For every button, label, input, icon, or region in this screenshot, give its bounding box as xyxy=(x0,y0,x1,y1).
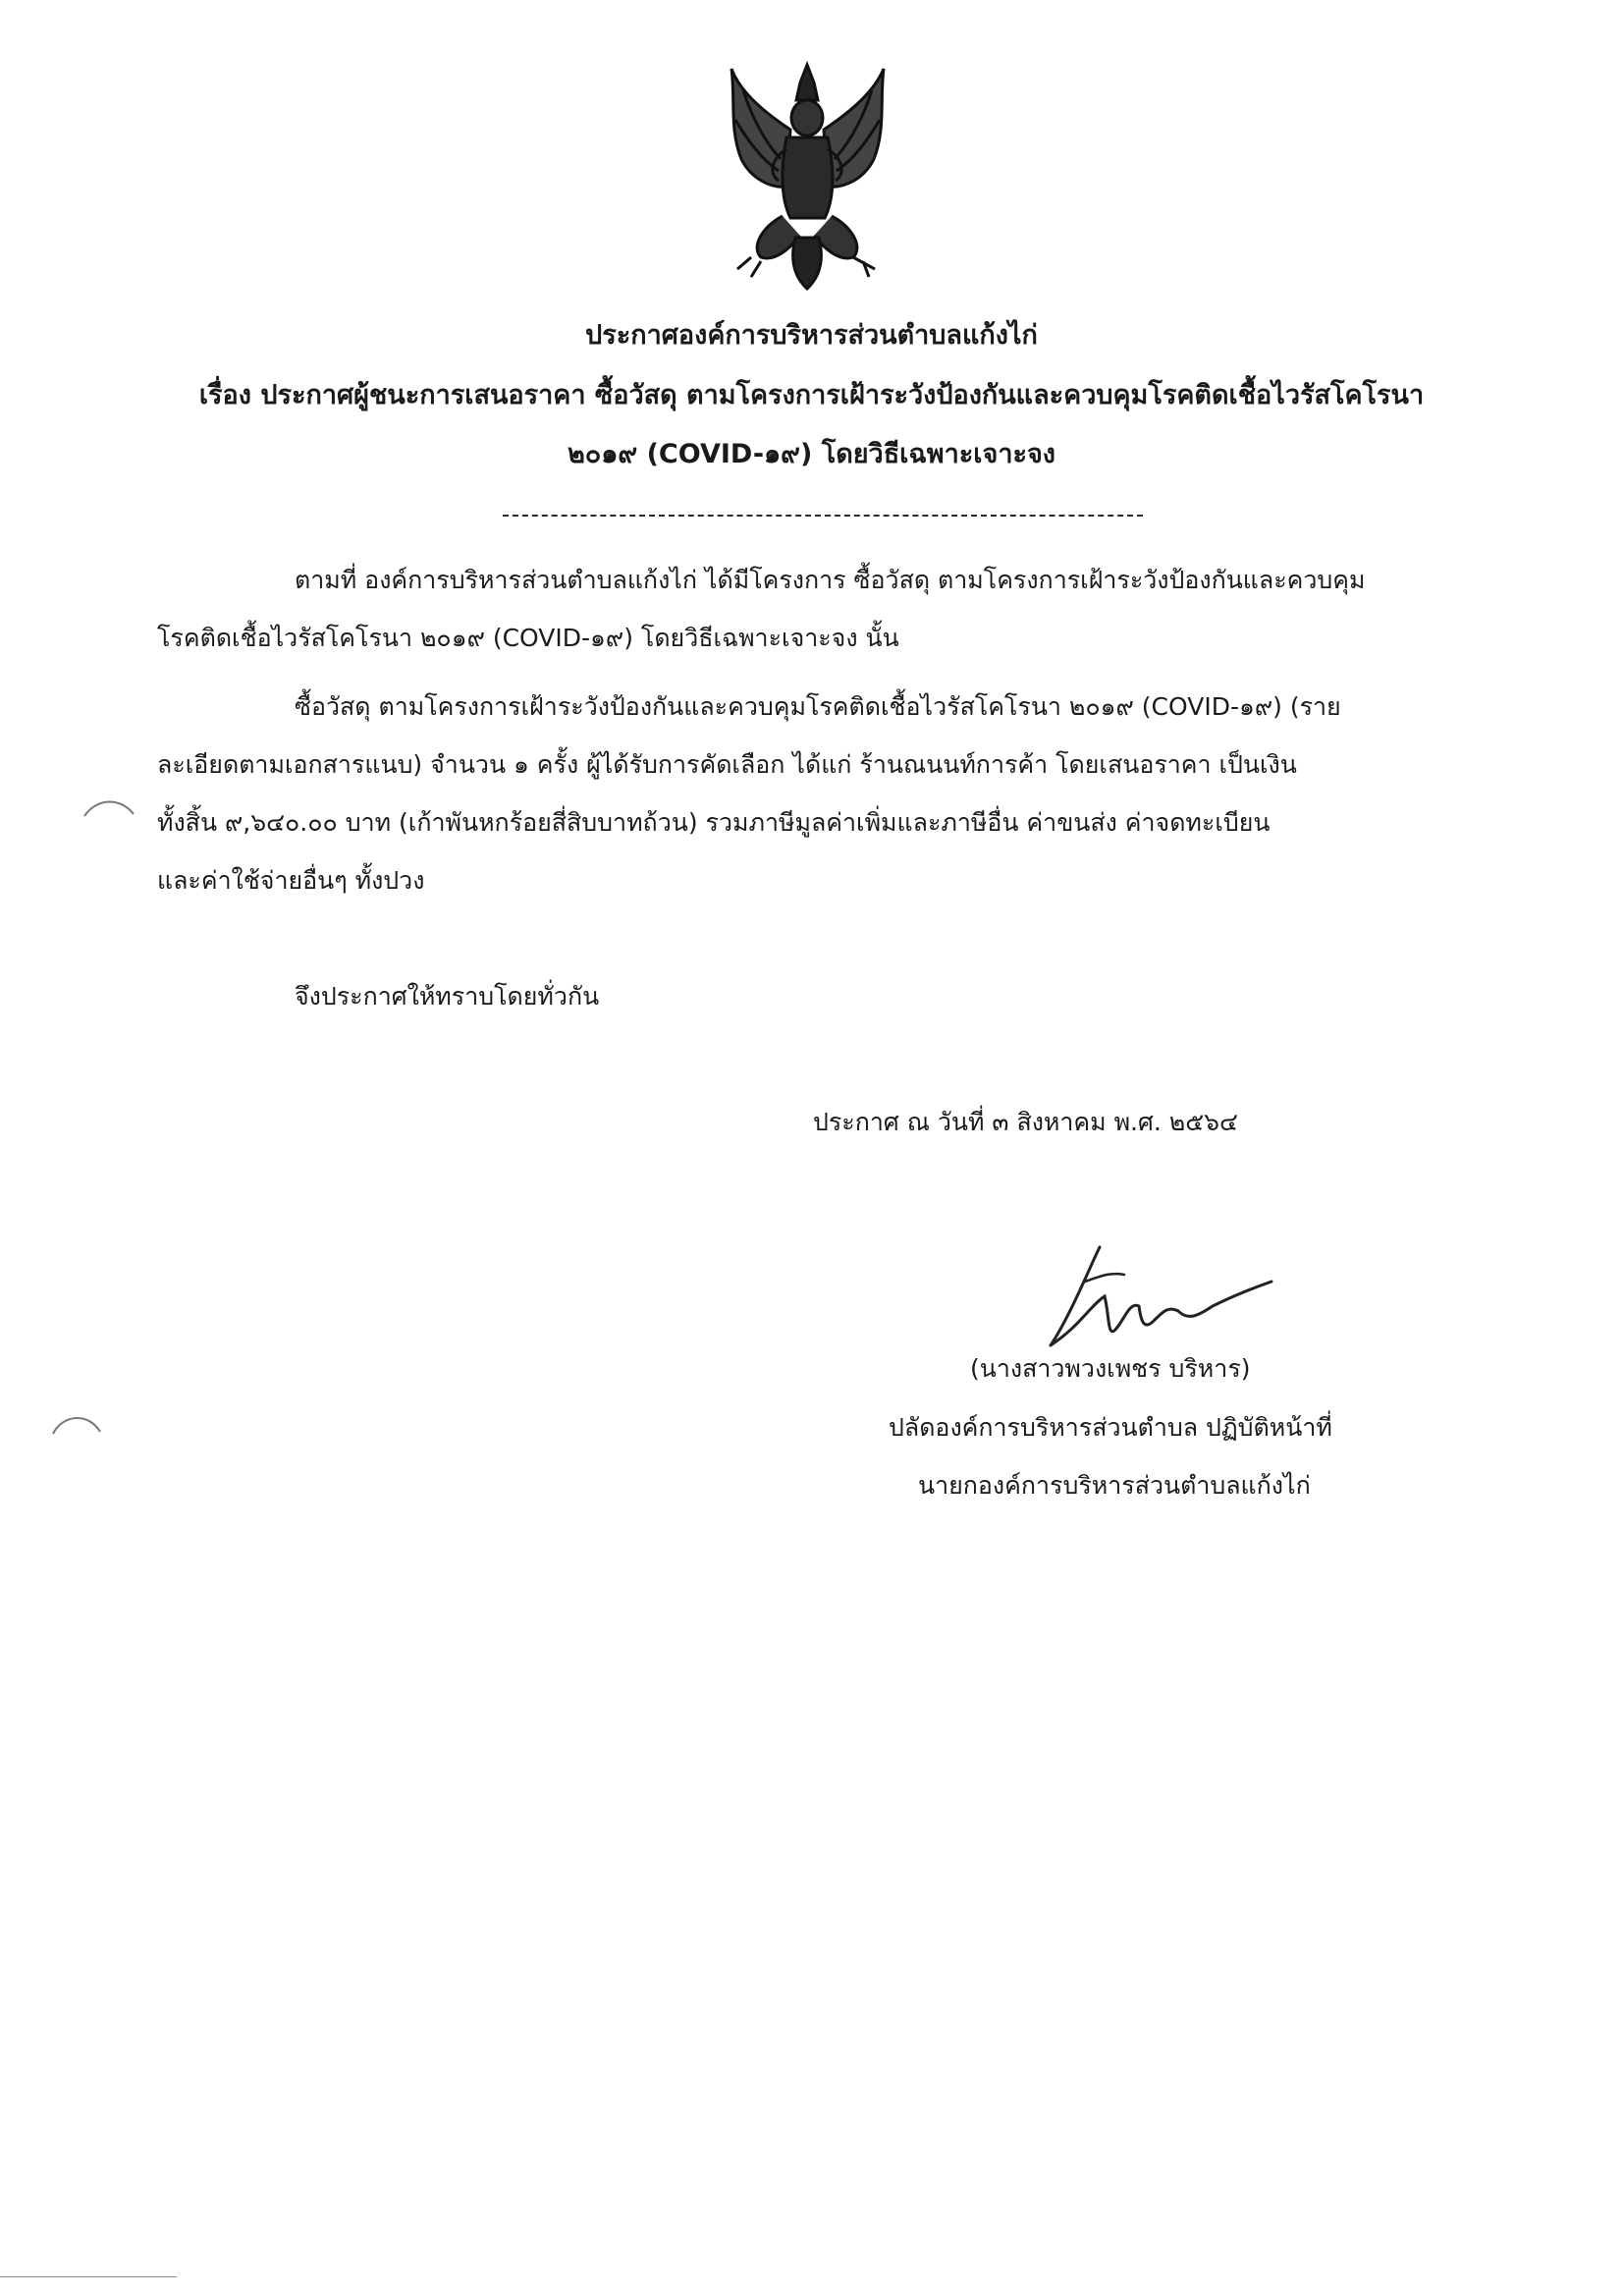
signer-name: (นางสาวพวงเพชร บริหาร) xyxy=(970,1354,1251,1383)
handwritten-signature-icon xyxy=(1031,1228,1276,1365)
announcement-date: ประกาศ ณ วันที่ ๓ สิงหาคม พ.ศ. ๒๕๖๔ xyxy=(813,1108,1238,1136)
announcement-title: ประกาศองค์การบริหารส่วนตำบลแก้งไก่ xyxy=(585,320,1038,351)
paragraph-2-line-1: ซื้อวัสดุ ตามโครงการเฝ้าระวังป้องกันและควบคุมโรคติดเชื้อไวรัสโคโรนา ๒๐๑๙ (COVID-๑๙) (ราย xyxy=(295,692,1341,721)
paragraph-2-line-2: ละเอียดตามเอกสารแนบ) จำนวน ๑ ครั้ง ผู้ได้รับการคัดเลือก ได้แก่ ร้านณนนท์การค้า โดยเสนอราคา เป็นเงิน xyxy=(157,750,1297,779)
garuda-emblem-icon xyxy=(722,61,893,293)
announcement-subject-line2: ๒๐๑๙ (COVID-๑๙) โดยวิธีเฉพาะเจาะจง xyxy=(568,439,1055,469)
announcement-subject-line1: เรื่อง ประกาศผู้ชนะการเสนอราคา ซื้อวัสดุ ตามโครงการเฝ้าระวังป้องกันและควบคุมโรคติดเชื้อไวรัสโคโรนา xyxy=(198,380,1425,410)
paragraph-2-line-4: และค่าใช้จ่ายอื่นๆ ทั้งปวง xyxy=(157,866,425,895)
paragraph-1-line-2: โรคติดเชื้อไวรัสโคโรนา ๒๐๑๙ (COVID-๑๙) โดยวิธีเฉพาะเจาะจง นั้น xyxy=(157,624,899,652)
paragraph-1-line-1: ตามที่ องค์การบริหารส่วนตำบลแก้งไก่ ได้มีโครงการ ซื้อวัสดุ ตามโครงการเฝ้าระวังป้องกันและควบคุม xyxy=(295,566,1366,594)
signer-position-line-2: นายกองค์การบริหารส่วนตำบลแก้งไก่ xyxy=(918,1471,1311,1500)
punch-hole-mark-icon xyxy=(81,791,139,849)
paragraph-3: จึงประกาศให้ทราบโดยทั่วกัน xyxy=(295,982,600,1011)
paragraph-2-line-3: ทั้งสิ้น ๙,๖๔๐.๐๐ บาท (เก้าพันหกร้อยสี่สิบบาทถ้วน) รวมภาษีมูลค่าเพิ่มและภาษีอื่น ค่าขนส่ง ค่าจดทะเบียน xyxy=(157,808,1271,837)
signer-position-line-1: ปลัดองค์การบริหารส่วนตำบล ปฏิบัติหน้าที่ xyxy=(889,1413,1332,1442)
punch-hole-mark-icon xyxy=(49,1404,108,1463)
scan-edge-line xyxy=(0,2276,177,2277)
dashed-divider xyxy=(503,515,1143,517)
